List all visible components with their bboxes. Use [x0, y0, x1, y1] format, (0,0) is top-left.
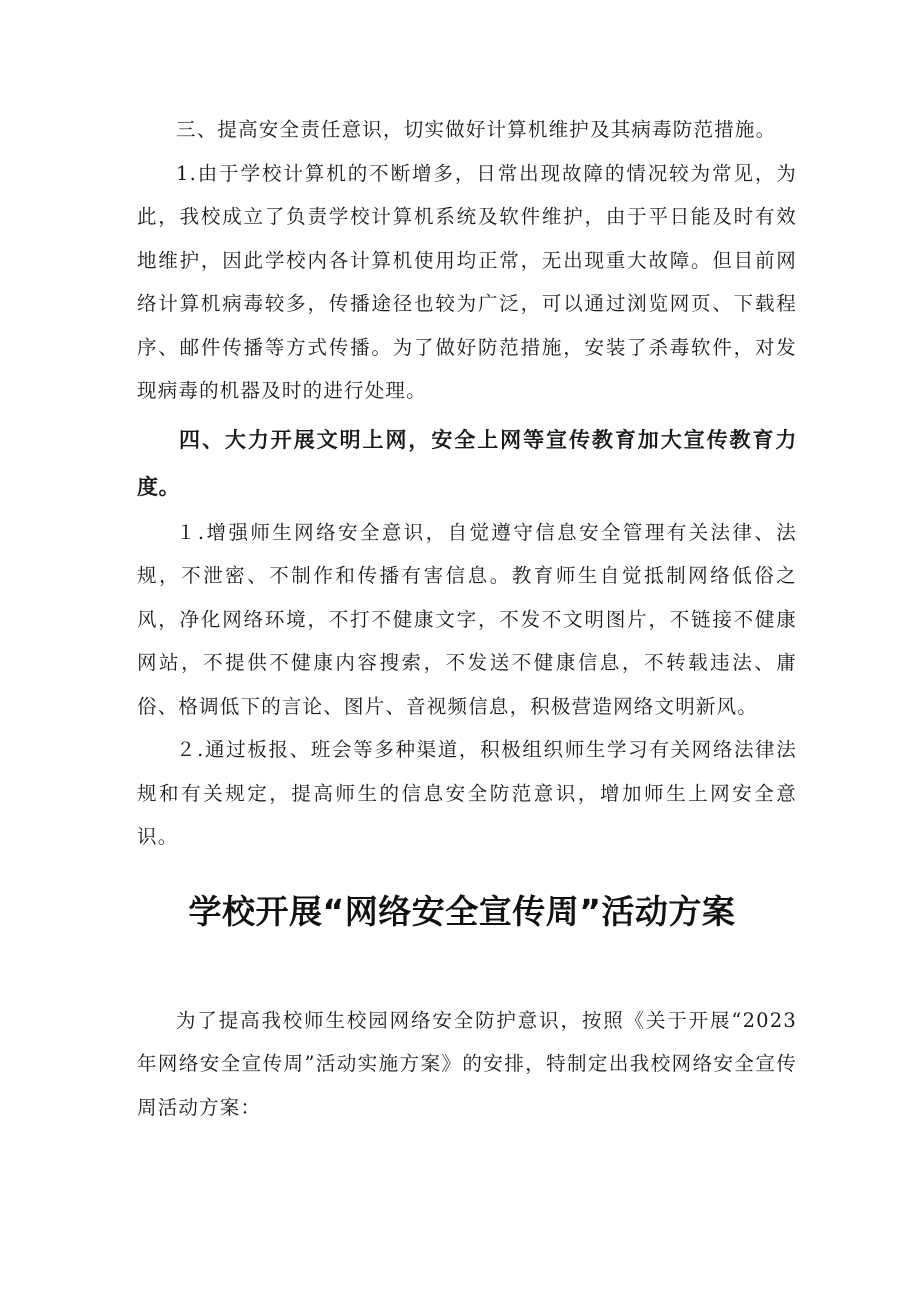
- section-3-item-1: 1.由于学校计算机的不断增多，日常出现故障的情况较为常见，为此，我校成立了负责学校计算机系统及软件维护，由于平日能及时有效地维护，因此学校内各计算机使用均正常，无出现重大故障。但目前网络计算机病毒较多，传播途径也较为广泛，可以通过浏览网页、下载程序、邮件传播等方式传播。为了做好防范措施，安装了杀毒软件，对发现病毒的机器及时的进行处理。: [137, 161, 797, 402]
- plan-intro: 为了提高我校师生校园网络安全防护意识，按照《关于开展“2023年网络安全宣传周”活动实施方案》的安排，特制定出我校网络安全宣传周活动方案：: [137, 1008, 797, 1119]
- section-3-heading: 三、提高安全责任意识，切实做好计算机维护及其病毒防范措施。: [176, 118, 777, 141]
- section-4-item-1: １.增强师生网络安全意识，自觉遵守信息安全管理有关法律、法规，不泄密、不制作和传播有害信息。教育师生自觉抵制网络低俗之风，净化网络环境，不打不健康文字，不发不文明图片，不链接不健康网站，不提供不健康内容搜索，不发送不健康信息，不转载违法、庸俗、格调低下的言论、图片、音视频信息，积极营造网络文明新风。: [137, 520, 797, 718]
- plan-title: 学校开展“网络安全宣传周”活动方案: [188, 891, 736, 931]
- document-body: [137, 108, 797, 1129]
- section-4-item-2: ２.通过板报、班会等多种渠道，积极组织师生学习有关网络法律法规和有关规定，提高师生的信息安全防范意识，增加师生上网安全意识。: [137, 738, 797, 848]
- section-4-heading: 四、大力开展文明上网，安全上网等宣传教育加大宣传教育力度。: [137, 427, 797, 499]
